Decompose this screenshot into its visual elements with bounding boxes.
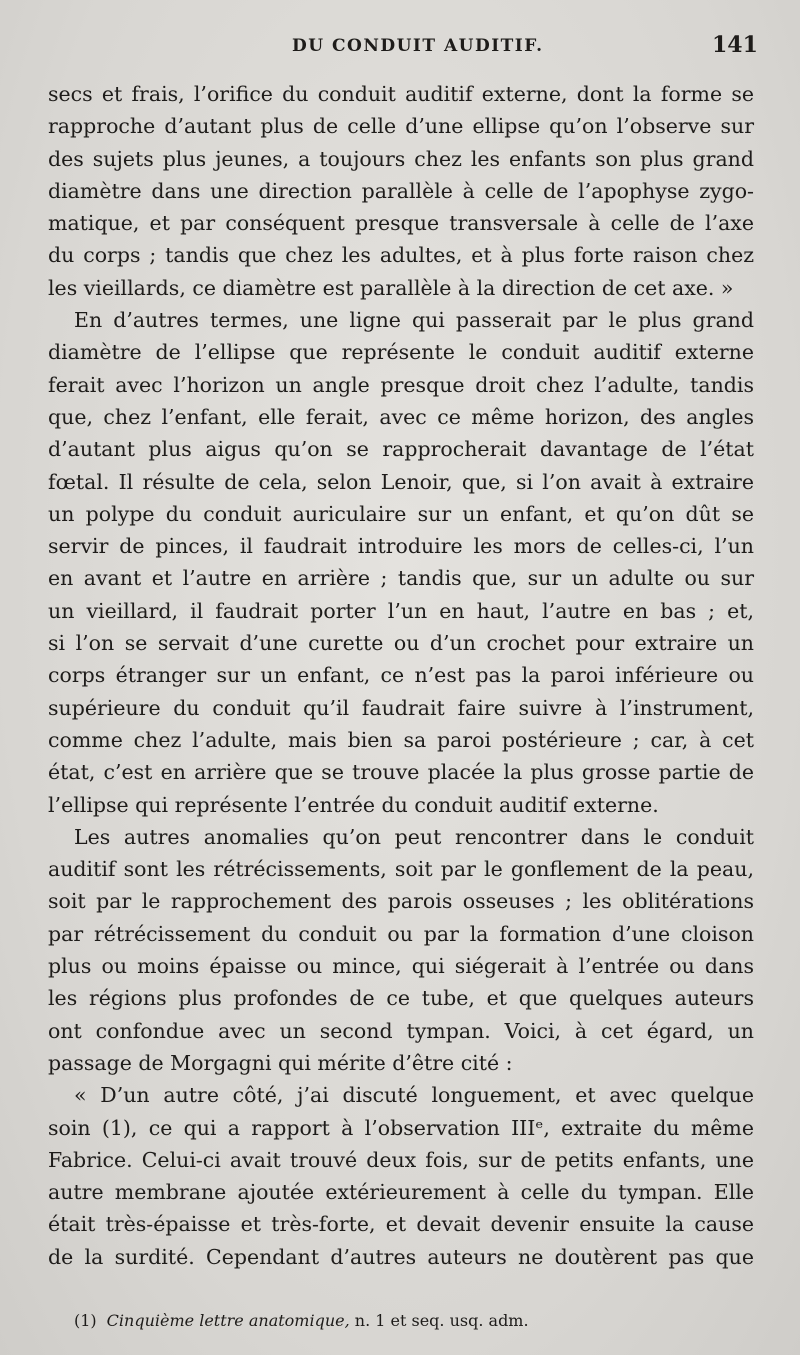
body-text [48, 78, 754, 1273]
text-line: ferait avec l’horizon un angle presque droit chez l’adulte, tandis [48, 372, 754, 397]
text-line: servir de pinces, il faudrait introduire les mors de celles-ci, l’un [48, 534, 754, 559]
text-line: Fabrice. Celui-ci avait trouvé deux fois, sur de petits enfants, une [48, 1147, 754, 1172]
page-number: 141 [712, 32, 758, 58]
text-line: d’autant plus aigus qu’on se rapprocherait davantage de l’état [48, 437, 754, 462]
text-line: diamètre de l’ellipse que représente le conduit auditif externe [48, 340, 754, 365]
text-line: « D’un autre côté, j’ai discuté longuement, et avec quelque [74, 1083, 754, 1108]
text-line: soit par le rapprochement des parois osseuses ; les oblitérations [48, 889, 754, 914]
text-line: comme chez l’adulte, mais bien sa paroi postérieure ; car, à cet [48, 727, 754, 752]
text-line: de la surdité. Cependant d’autres auteurs ne doutèrent pas que [48, 1244, 754, 1269]
text-line: passage de Morgagni qui mérite d’être cité : [48, 1050, 513, 1075]
text-line: supérieure du conduit qu’il faudrait faire suivre à l’instrument, [48, 695, 754, 720]
text-line: était très-épaisse et très-forte, et devait devenir ensuite la cause [48, 1212, 754, 1237]
text-line: si l’on se servait d’une curette ou d’un crochet pour extraire un [48, 631, 754, 656]
text-line: du corps ; tandis que chez les adultes, et à plus forte raison chez [48, 243, 754, 268]
running-title: DU CONDUIT AUDITIF. [292, 36, 544, 56]
footnote-title: Cinquième lettre anatomique, [106, 1311, 350, 1330]
text-line: rapproche d’autant plus de celle d’une ellipse qu’on l’observe sur [48, 114, 754, 139]
text-line: matique, et par conséquent presque transversale à celle de l’axe [48, 211, 754, 236]
text-line: plus ou moins épaisse ou mince, qui siégerait à l’entrée ou dans [48, 954, 754, 979]
text-line: un polype du conduit auriculaire sur un enfant, et qu’on dût se [48, 501, 754, 526]
text-line: diamètre dans une direction parallèle à celle de l’apophyse zygo- [48, 178, 754, 203]
text-line: un vieillard, il faudrait porter l’un en haut, l’autre en bas ; et, [48, 598, 754, 623]
text-line: Les autres anomalies qu’on peut rencontrer dans le conduit [74, 824, 754, 849]
footnote [74, 1310, 754, 1332]
text-line: en avant et l’autre en arrière ; tandis que, sur un adulte ou sur [48, 566, 754, 591]
footnote-marker: (1) [74, 1311, 97, 1330]
text-line: que, chez l’enfant, elle ferait, avec ce même horizon, des angles [48, 404, 754, 429]
text-line: des sujets plus jeunes, a toujours chez les enfants son plus grand [48, 146, 754, 171]
text-line: En d’autres termes, une ligne qui passerait par le plus grand [74, 308, 754, 333]
footnote-reference: n. 1 et seq. usq. adm. [349, 1311, 529, 1330]
text-line: corps étranger sur un enfant, ce n’est pas la paroi inférieure ou [48, 663, 754, 688]
text-line: les vieillards, ce diamètre est parallèle à la direction de cet axe. » [48, 275, 734, 300]
text-line: par rétrécissement du conduit ou par la formation d’une cloison [48, 921, 754, 946]
text-line: ont confondue avec un second tympan. Voici, à cet égard, un [48, 1018, 754, 1043]
running-head [0, 32, 800, 66]
text-line: fœtal. Il résulte de cela, selon Lenoir, que, si l’on avait à extraire [48, 469, 754, 494]
text-line: secs et frais, l’orifice du conduit auditif externe, dont la forme se [48, 82, 754, 106]
text-line: soin (1), ce qui a rapport à l’observation IIIᵉ, extraite du même [48, 1115, 754, 1140]
text-line: l’ellipse qui représente l’entrée du conduit auditif externe. [48, 792, 659, 817]
text-line: les régions plus profondes de ce tube, et que quelques auteurs [48, 986, 754, 1011]
text-line: autre membrane ajoutée extérieurement à celle du tympan. Elle [48, 1180, 754, 1205]
text-line: état, c’est en arrière que se trouve placée la plus grosse partie de [48, 760, 754, 785]
text-line: auditif sont les rétrécissements, soit par le gonflement de la peau, [48, 857, 754, 882]
